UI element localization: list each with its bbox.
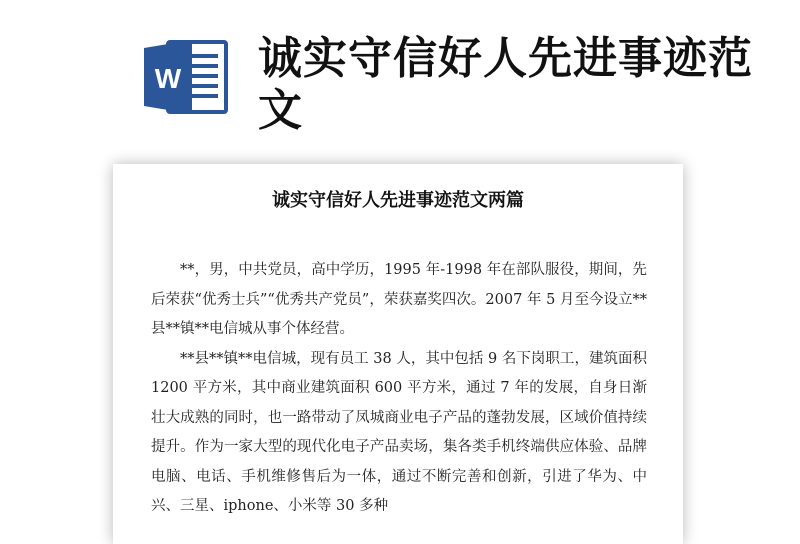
document-body xyxy=(151,256,647,522)
paragraph-1: **，男，中共党员，高中学历，1995 年-1998 年在部队服役，期间，先后荣获“优秀士兵”“优秀共产党员”，荣获嘉奖四次。2007 年 5 月至今设立**县**镇**电信城从事个体经营。 xyxy=(151,262,647,337)
document-title-banner: 诚实守信好人先进事迹范文 xyxy=(258,33,753,136)
word-logo-letter: W xyxy=(154,63,182,94)
page-title: 诚实守信好人先进事迹范文两篇 xyxy=(272,190,524,211)
paragraph-2: **县**镇**电信城，现有员工 38 人，其中包括 9 名下岗职工，建筑面积 1200 平方米，其中商业建筑面积 600 平方米，通过 7 年的发展，自身日渐壮大成熟的同时，也一路带动了凤城商业电子产品的蓬勃发展，区域价值持续提升。作为一家大型的现代化电子产品卖场，集各类手机终端供应体验、品牌电脑、电话、手机维修售后为一体，通过不断完善和创新，引进了华为、中兴、三星、iphone、小米等 30 多种 xyxy=(151,350,647,514)
header xyxy=(0,0,800,150)
document-page xyxy=(113,164,683,544)
word-document-icon xyxy=(142,36,230,118)
